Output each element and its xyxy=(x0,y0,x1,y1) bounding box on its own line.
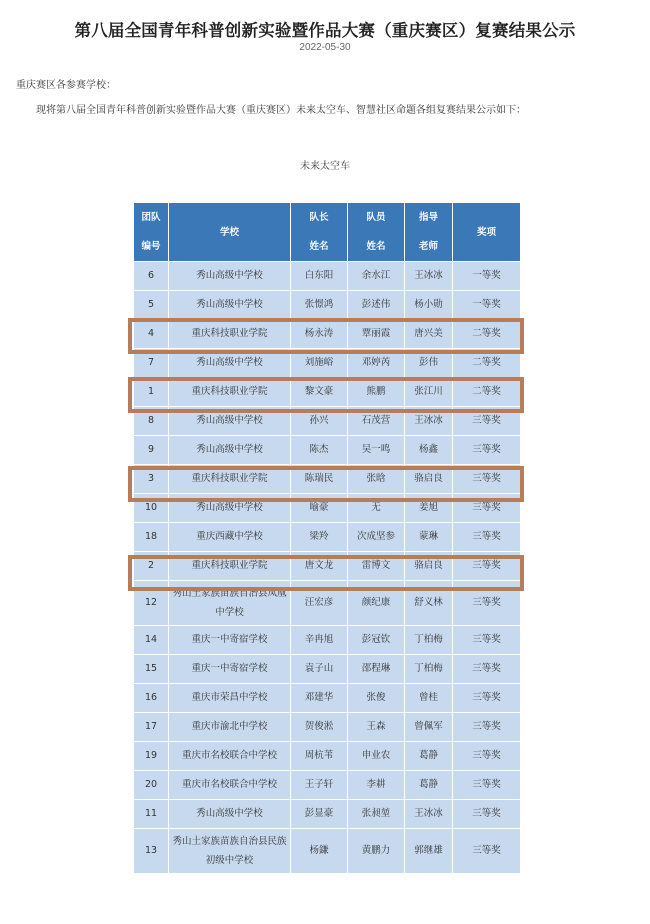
table-row: 1 重庆科技职业学院 黎文豪 熊鹏 张江川 二等奖 xyxy=(134,378,521,407)
table-row: 15 重庆一中寄宿学校 袁子山 邵程琳 丁柏梅 三等奖 xyxy=(134,655,521,684)
results-table xyxy=(133,202,521,874)
table-row: 19 重庆市名校联合中学校 周杭苇 申业农 葛静 三等奖 xyxy=(134,742,521,771)
article-title: 第八届全国青年科普创新实验暨作品大赛（重庆赛区）复赛结果公示 xyxy=(74,21,576,40)
table-row: 20 重庆市名校联合中学校 王子轩 李耕 葛静 三等奖 xyxy=(134,771,521,800)
table-row: 14 重庆一中寄宿学校 辛冉旭 彭冠钦 丁柏梅 三等奖 xyxy=(134,626,521,655)
table-row: 6 秀山高级中学校 白东阳 余水江 王冰冰 一等奖 xyxy=(134,262,521,291)
header-team-no: 团队 编号 xyxy=(134,203,169,262)
greeting-text: 重庆赛区各参赛学校： xyxy=(16,80,116,91)
table-row: 17 重庆市渝北中学校 贺俊淞 王森 曾佩军 三等奖 xyxy=(134,713,521,742)
intro-paragraph: 现将第八届全国青年科普创新实验暨作品大赛（重庆赛区）未来太空车、智慧社区命题各组复赛结果公示如下： xyxy=(36,105,526,116)
header-teacher: 指导 老师 xyxy=(405,203,453,262)
table-row: 12 秀山土家族苗族自治县凤凰中学校 汪宏彦 颜纪康 舒义林 三等奖 xyxy=(134,581,521,626)
table-row: 2 重庆科技职业学院 唐文龙 雷博文 骆启良 三等奖 xyxy=(134,552,521,581)
table-row: 16 重庆市荣昌中学校 邓建华 张俊 曾桂 三等奖 xyxy=(134,684,521,713)
table-row: 3 重庆科技职业学院 陈瑞民 张晗 骆启良 三等奖 xyxy=(134,465,521,494)
table-row: 5 秀山高级中学校 张憬鸿 彭述伟 杨小勋 一等奖 xyxy=(134,291,521,320)
header-captain: 队长 姓名 xyxy=(291,203,348,262)
table-row: 13 秀山土家族苗族自治县民族初级中学校 杨鎌 黄鹏力 郭继雄 三等奖 xyxy=(134,829,521,874)
table-row: 10 秀山高级中学校 喻豪 无 姜旭 三等奖 xyxy=(134,494,521,523)
header-award: 奖项 xyxy=(453,203,521,262)
header-member: 队员 姓名 xyxy=(348,203,405,262)
table-row: 9 秀山高级中学校 陈杰 吴一鸣 杨鑫 三等奖 xyxy=(134,436,521,465)
table-row: 11 秀山高级中学校 彭显豪 张昶堃 王冰冰 三等奖 xyxy=(134,800,521,829)
section-title: 未来太空车 xyxy=(300,161,350,172)
table-header-row xyxy=(134,203,521,262)
table-row: 4 重庆科技职业学院 杨永涛 覃丽霞 唐兴美 二等奖 xyxy=(134,320,521,349)
publish-date: 2022-05-30 xyxy=(299,42,351,53)
header-school: 学校 xyxy=(169,203,291,262)
table-row: 8 秀山高级中学校 孙兴 石茂营 王冰冰 三等奖 xyxy=(134,407,521,436)
table-row: 7 秀山高级中学校 刘施峪 邓婷芮 彭伟 二等奖 xyxy=(134,349,521,378)
results-table-wrapper xyxy=(133,202,520,874)
table-row: 18 重庆西藏中学校 梁羚 次成坚参 蒙琳 三等奖 xyxy=(134,523,521,552)
